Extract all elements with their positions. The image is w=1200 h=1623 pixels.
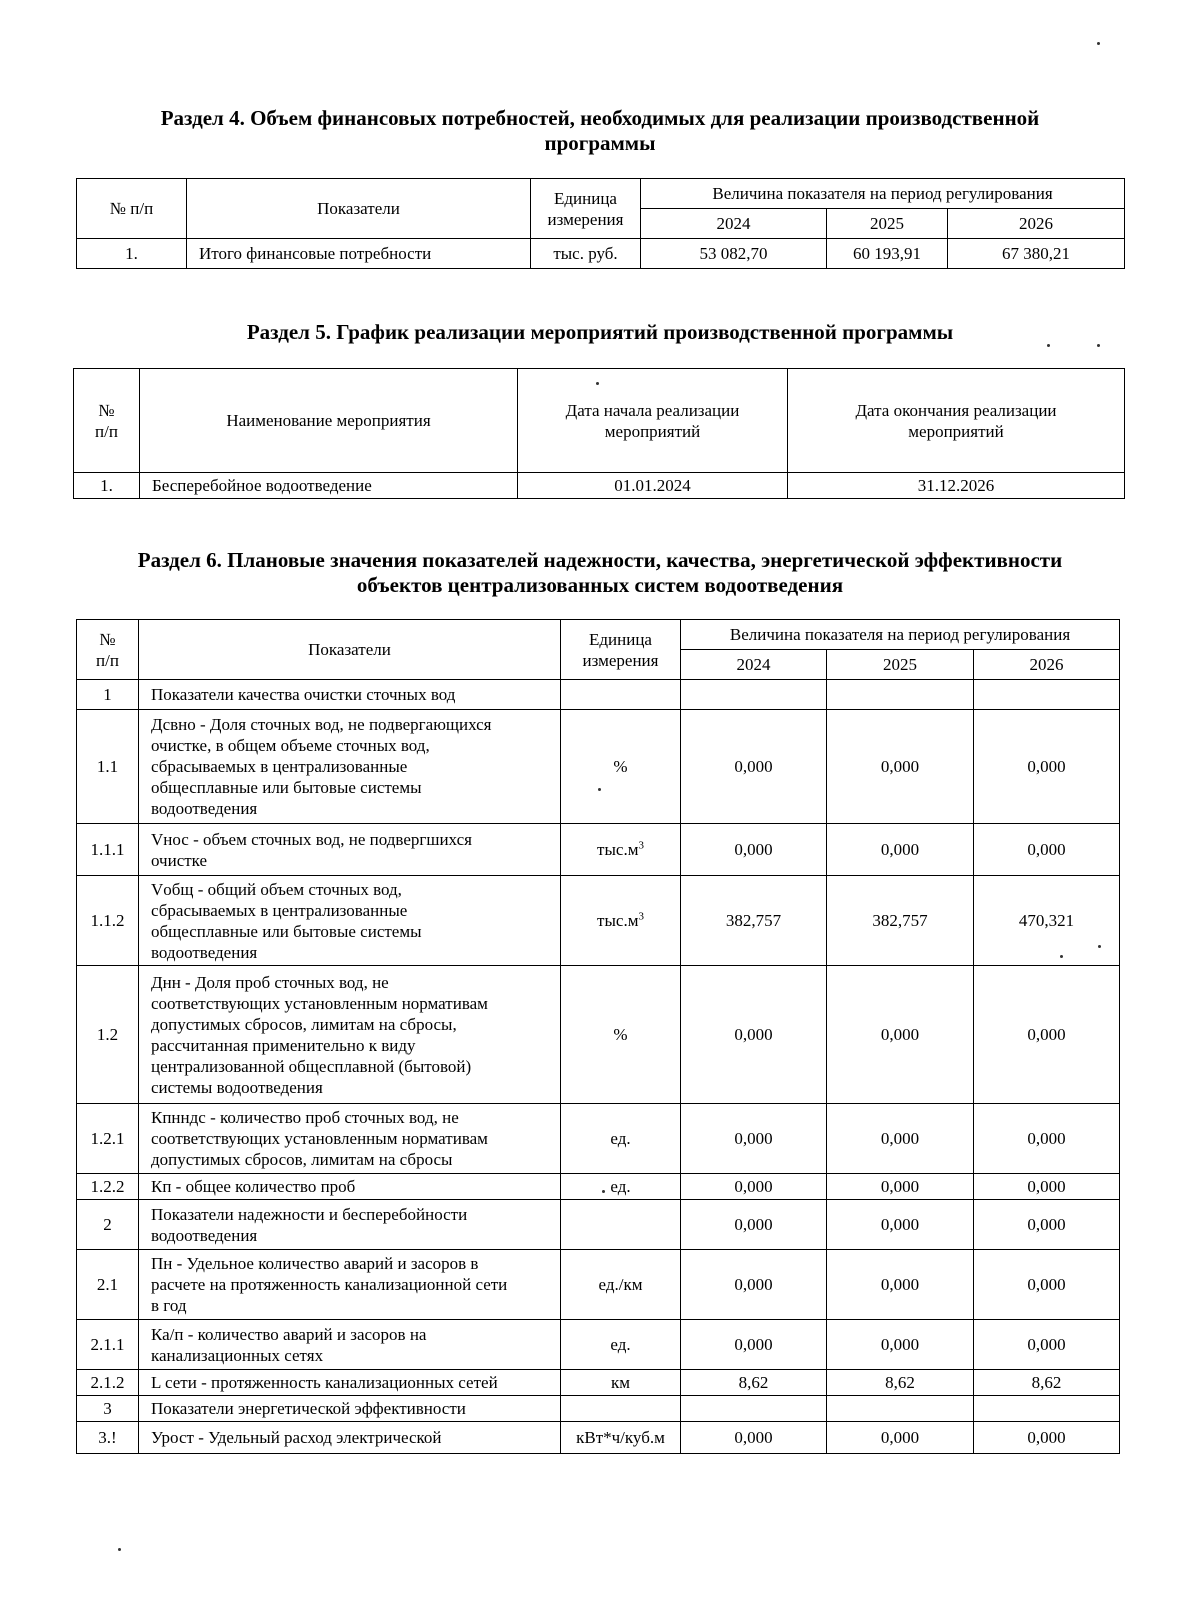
row-name-line: водоотведения xyxy=(151,799,258,818)
row-value: 0,000 xyxy=(974,1174,1120,1200)
row-num: 2.1 xyxy=(77,1250,139,1320)
scan-speck xyxy=(1097,344,1100,347)
row-unit: тыс. руб. xyxy=(531,239,641,269)
row-name xyxy=(139,1250,561,1320)
row-name xyxy=(139,966,561,1104)
row-value: 0,000 xyxy=(827,966,974,1104)
indicators-table-body xyxy=(77,680,1120,1454)
row-num: 1. xyxy=(74,473,140,499)
row-unit-text: ед. xyxy=(610,1177,631,1196)
row-name xyxy=(139,1104,561,1174)
row-value: 0,000 xyxy=(681,1104,827,1174)
row-name-line: Ка/п - количество аварий и засоров на xyxy=(151,1324,427,1344)
header-end-line-1: Дата окончания реализации xyxy=(855,400,1057,420)
row-unit-text: ед. xyxy=(610,1129,631,1148)
row-value: 0,000 xyxy=(974,824,1120,876)
row-name-line: рассчитанная применительно к виду xyxy=(151,1035,416,1055)
row-name-line: общесплавные или бытовые системы xyxy=(151,921,422,941)
scan-speck xyxy=(118,1548,121,1551)
row-unit xyxy=(561,1370,681,1396)
header-year: 2024 xyxy=(681,650,827,680)
row-start-date: 01.01.2024 xyxy=(518,473,788,499)
row-name-line: системы водоотведения xyxy=(151,1077,323,1097)
row-name-line: Пн - Удельное количество аварий и засоров в xyxy=(151,1254,479,1273)
row-name xyxy=(139,710,561,824)
row-num: 1.2.2 xyxy=(77,1174,139,1200)
header-num-line-2: п/п xyxy=(96,650,119,670)
row-name-line: Кп - общее количество проб xyxy=(151,1177,356,1196)
row-name-line: L сети - протяженность канализационных сетей xyxy=(151,1373,498,1392)
row-name-line: соответствующих установленным нормативам xyxy=(151,1129,488,1148)
header-unit-line-1: Единица xyxy=(589,629,652,649)
row-unit-text: ед. xyxy=(610,1335,631,1354)
header-year: 2025 xyxy=(827,209,948,239)
row-name-line: водоотведения xyxy=(151,1225,258,1245)
row-value: 8,62 xyxy=(681,1370,827,1396)
unit-superscript: 3 xyxy=(638,910,644,923)
header-num: № п/п xyxy=(77,179,187,239)
row-value: 0,000 xyxy=(974,1250,1120,1320)
row-name: Итого финансовые потребности xyxy=(187,239,531,269)
row-value xyxy=(974,1396,1120,1422)
row-value xyxy=(681,680,827,710)
table-row xyxy=(77,1370,1120,1396)
row-unit-text: ед./км xyxy=(598,1275,643,1294)
row-name-line: Урост - Удельный расход электрической xyxy=(151,1428,442,1447)
row-num: 2.1.2 xyxy=(77,1370,139,1396)
header-unit xyxy=(561,620,681,680)
row-unit-text: % xyxy=(613,1025,628,1044)
row-num: 1 xyxy=(77,680,139,710)
row-value: 382,757 xyxy=(681,876,827,966)
header-period: Величина показателя на период регулирования xyxy=(681,620,1120,650)
row-name-line: Vобщ - общий объем сточных вод, xyxy=(151,879,402,899)
header-period: Величина показателя на период регулирования xyxy=(641,179,1125,209)
header-unit-line-2: измерения xyxy=(582,650,659,670)
row-name-line: централизованной общесплавной (бытовой) xyxy=(151,1056,472,1076)
header-year: 2026 xyxy=(948,209,1125,239)
row-value: 0,000 xyxy=(974,1320,1120,1370)
row-num: 3.! xyxy=(77,1422,139,1454)
table-row xyxy=(77,1174,1120,1200)
section-6-title-line-1: Раздел 6. Плановые значения показателей надежности, качества, энергетической эффективности xyxy=(137,548,1063,572)
section-4-title-line-2: программы xyxy=(544,131,656,155)
table-row xyxy=(77,710,1120,824)
row-value: 0,000 xyxy=(974,1422,1120,1454)
row-name-line: сбрасываемых в централизованные xyxy=(151,900,408,920)
header-year: 2024 xyxy=(641,209,827,239)
indicators-table xyxy=(76,619,1120,1454)
row-value: 0,000 xyxy=(827,1174,974,1200)
scan-speck xyxy=(1097,42,1100,45)
row-end-date: 31.12.2026 xyxy=(788,473,1125,499)
row-name xyxy=(139,1200,561,1250)
row-name-line: очистке xyxy=(151,850,208,870)
table-row xyxy=(77,1422,1120,1454)
section-6-title xyxy=(60,548,1140,598)
row-unit-text: кВт*ч/куб.м xyxy=(576,1428,665,1447)
row-value: 382,757 xyxy=(827,876,974,966)
row-name-line: Дсвно - Доля сточных вод, не подвергающихся xyxy=(151,715,492,734)
row-name-line: очистке, в общем объеме сточных вод, xyxy=(151,736,430,755)
row-value: 0,000 xyxy=(827,1104,974,1174)
table-row xyxy=(74,473,1125,499)
row-name xyxy=(139,1422,561,1454)
row-value: 0,000 xyxy=(827,824,974,876)
row-value: 0,000 xyxy=(681,1174,827,1200)
scan-speck xyxy=(596,382,599,385)
row-unit xyxy=(561,1104,681,1174)
table-row xyxy=(77,876,1120,966)
table-row xyxy=(77,1320,1120,1370)
row-name-line: водоотведения xyxy=(151,942,258,962)
header-unit xyxy=(531,179,641,239)
table-row xyxy=(77,1104,1120,1174)
header-year: 2025 xyxy=(827,650,974,680)
row-num: 1. xyxy=(77,239,187,269)
row-unit xyxy=(561,1174,681,1200)
row-unit-text: % xyxy=(613,757,628,776)
header-start-line-2: мероприятий xyxy=(604,421,701,441)
row-unit-text: тыс.м xyxy=(597,840,639,859)
row-num: 3 xyxy=(77,1396,139,1422)
row-name: Бесперебойное водоотведение xyxy=(140,473,518,499)
table-row xyxy=(77,680,1120,710)
header-num-line-1: № xyxy=(98,400,115,420)
row-num: 1.2.1 xyxy=(77,1104,139,1174)
row-unit xyxy=(561,1422,681,1454)
section-6-title-line-2: объектов централизованных систем водоотведения xyxy=(356,573,844,597)
row-unit xyxy=(561,824,681,876)
row-name xyxy=(139,1370,561,1396)
row-value: 67 380,21 xyxy=(948,239,1125,269)
table-row xyxy=(77,1250,1120,1320)
row-unit xyxy=(561,1396,681,1422)
row-num: 1.1 xyxy=(77,710,139,824)
row-num: 1.1.1 xyxy=(77,824,139,876)
row-value: 0,000 xyxy=(827,1422,974,1454)
header-end-date xyxy=(788,369,1125,473)
row-value: 8,62 xyxy=(974,1370,1120,1396)
table-row xyxy=(77,239,1125,269)
row-value: 0,000 xyxy=(974,966,1120,1104)
row-name-line: канализационных сетях xyxy=(151,1345,324,1365)
row-name xyxy=(139,824,561,876)
financial-needs-table xyxy=(76,178,1125,269)
header-unit-line-2: измерения xyxy=(547,209,624,229)
row-value: 0,000 xyxy=(681,1320,827,1370)
row-value: 0,000 xyxy=(827,1320,974,1370)
scan-speck xyxy=(1060,955,1063,958)
row-name xyxy=(139,876,561,966)
row-name-line: допустимых сбросов, лимитам на сбросы xyxy=(151,1150,453,1169)
row-value: 0,000 xyxy=(681,710,827,824)
row-value: 0,000 xyxy=(681,824,827,876)
header-indicators: Показатели xyxy=(187,179,531,239)
schedule-table xyxy=(73,368,1125,499)
row-value: 0,000 xyxy=(681,1200,827,1250)
header-indicators: Показатели xyxy=(139,620,561,680)
row-unit xyxy=(561,876,681,966)
row-value xyxy=(827,1396,974,1422)
section-4-title xyxy=(60,106,1140,156)
row-name-line: Кпнндс - количество проб сточных вод, не xyxy=(151,1108,459,1127)
row-unit xyxy=(561,680,681,710)
row-value: 0,000 xyxy=(974,1104,1120,1174)
table-row xyxy=(77,966,1120,1104)
row-num: 2.1.1 xyxy=(77,1320,139,1370)
row-value: 0,000 xyxy=(827,1250,974,1320)
row-name-line: общесплавные или бытовые системы xyxy=(151,778,422,797)
row-unit xyxy=(561,1250,681,1320)
scan-speck xyxy=(1047,344,1050,347)
row-unit xyxy=(561,966,681,1104)
row-name-line: допустимых сбросов, лимитам на сбросы, xyxy=(151,1014,457,1034)
table-row xyxy=(77,1200,1120,1250)
row-value: 470,321 xyxy=(974,876,1120,966)
section-5-title: Раздел 5. График реализации мероприятий производственной программы xyxy=(246,320,954,344)
unit-superscript: 3 xyxy=(638,839,644,852)
header-start-date xyxy=(518,369,788,473)
header-num-line-1: № xyxy=(99,629,116,649)
header-year: 2026 xyxy=(974,650,1120,680)
row-name-line: расчете на протяженность канализационной сети xyxy=(151,1275,508,1294)
row-unit xyxy=(561,1320,681,1370)
row-num: 2 xyxy=(77,1200,139,1250)
row-value: 8,62 xyxy=(827,1370,974,1396)
table-row xyxy=(77,824,1120,876)
row-name-line: соответствующих установленным нормативам xyxy=(151,993,488,1013)
header-num xyxy=(74,369,140,473)
row-name xyxy=(139,680,561,710)
row-name xyxy=(139,1320,561,1370)
row-num: 1.1.2 xyxy=(77,876,139,966)
row-unit xyxy=(561,1200,681,1250)
row-value xyxy=(681,1396,827,1422)
row-value xyxy=(827,680,974,710)
scan-speck xyxy=(598,788,601,791)
row-value: 0,000 xyxy=(827,710,974,824)
row-value: 0,000 xyxy=(681,1250,827,1320)
scan-speck xyxy=(1098,945,1101,948)
row-num: 1.2 xyxy=(77,966,139,1104)
row-name-line: сбрасываемых в централизованные xyxy=(151,757,408,776)
row-value: 60 193,91 xyxy=(827,239,948,269)
row-unit-text: тыс.м xyxy=(597,911,639,930)
section-4-title-line-1: Раздел 4. Объем финансовых потребностей, необходимых для реализации производственной xyxy=(160,106,1040,130)
header-event-name: Наименование мероприятия xyxy=(140,369,518,473)
row-name-line: Днн - Доля проб сточных вод, не xyxy=(151,972,389,992)
row-value: 0,000 xyxy=(974,1200,1120,1250)
row-value: 0,000 xyxy=(974,710,1120,824)
header-start-line-1: Дата начала реализации xyxy=(565,400,740,420)
row-name-line: Показатели надежности и бесперебойности xyxy=(151,1204,468,1224)
header-end-line-2: мероприятий xyxy=(908,421,1004,441)
row-name xyxy=(139,1174,561,1200)
row-unit-text: км xyxy=(610,1373,631,1392)
row-value: 0,000 xyxy=(681,1422,827,1454)
row-value: 0,000 xyxy=(681,966,827,1104)
row-name-line: Показатели качества очистки сточных вод xyxy=(151,685,456,704)
header-unit-line-1: Единица xyxy=(554,188,617,208)
row-name-line: Vнос - объем сточных вод, не подвергшихся xyxy=(151,829,472,849)
row-name-line: в год xyxy=(151,1296,187,1315)
table-row xyxy=(77,1396,1120,1422)
row-name xyxy=(139,1396,561,1422)
row-value: 53 082,70 xyxy=(641,239,827,269)
header-num xyxy=(77,620,139,680)
row-value: 0,000 xyxy=(827,1200,974,1250)
row-unit xyxy=(561,710,681,824)
scan-speck xyxy=(602,1190,605,1193)
row-value xyxy=(974,680,1120,710)
row-name-line: Показатели энергетической эффективности xyxy=(151,1399,466,1418)
header-num-line-2: п/п xyxy=(95,421,118,441)
